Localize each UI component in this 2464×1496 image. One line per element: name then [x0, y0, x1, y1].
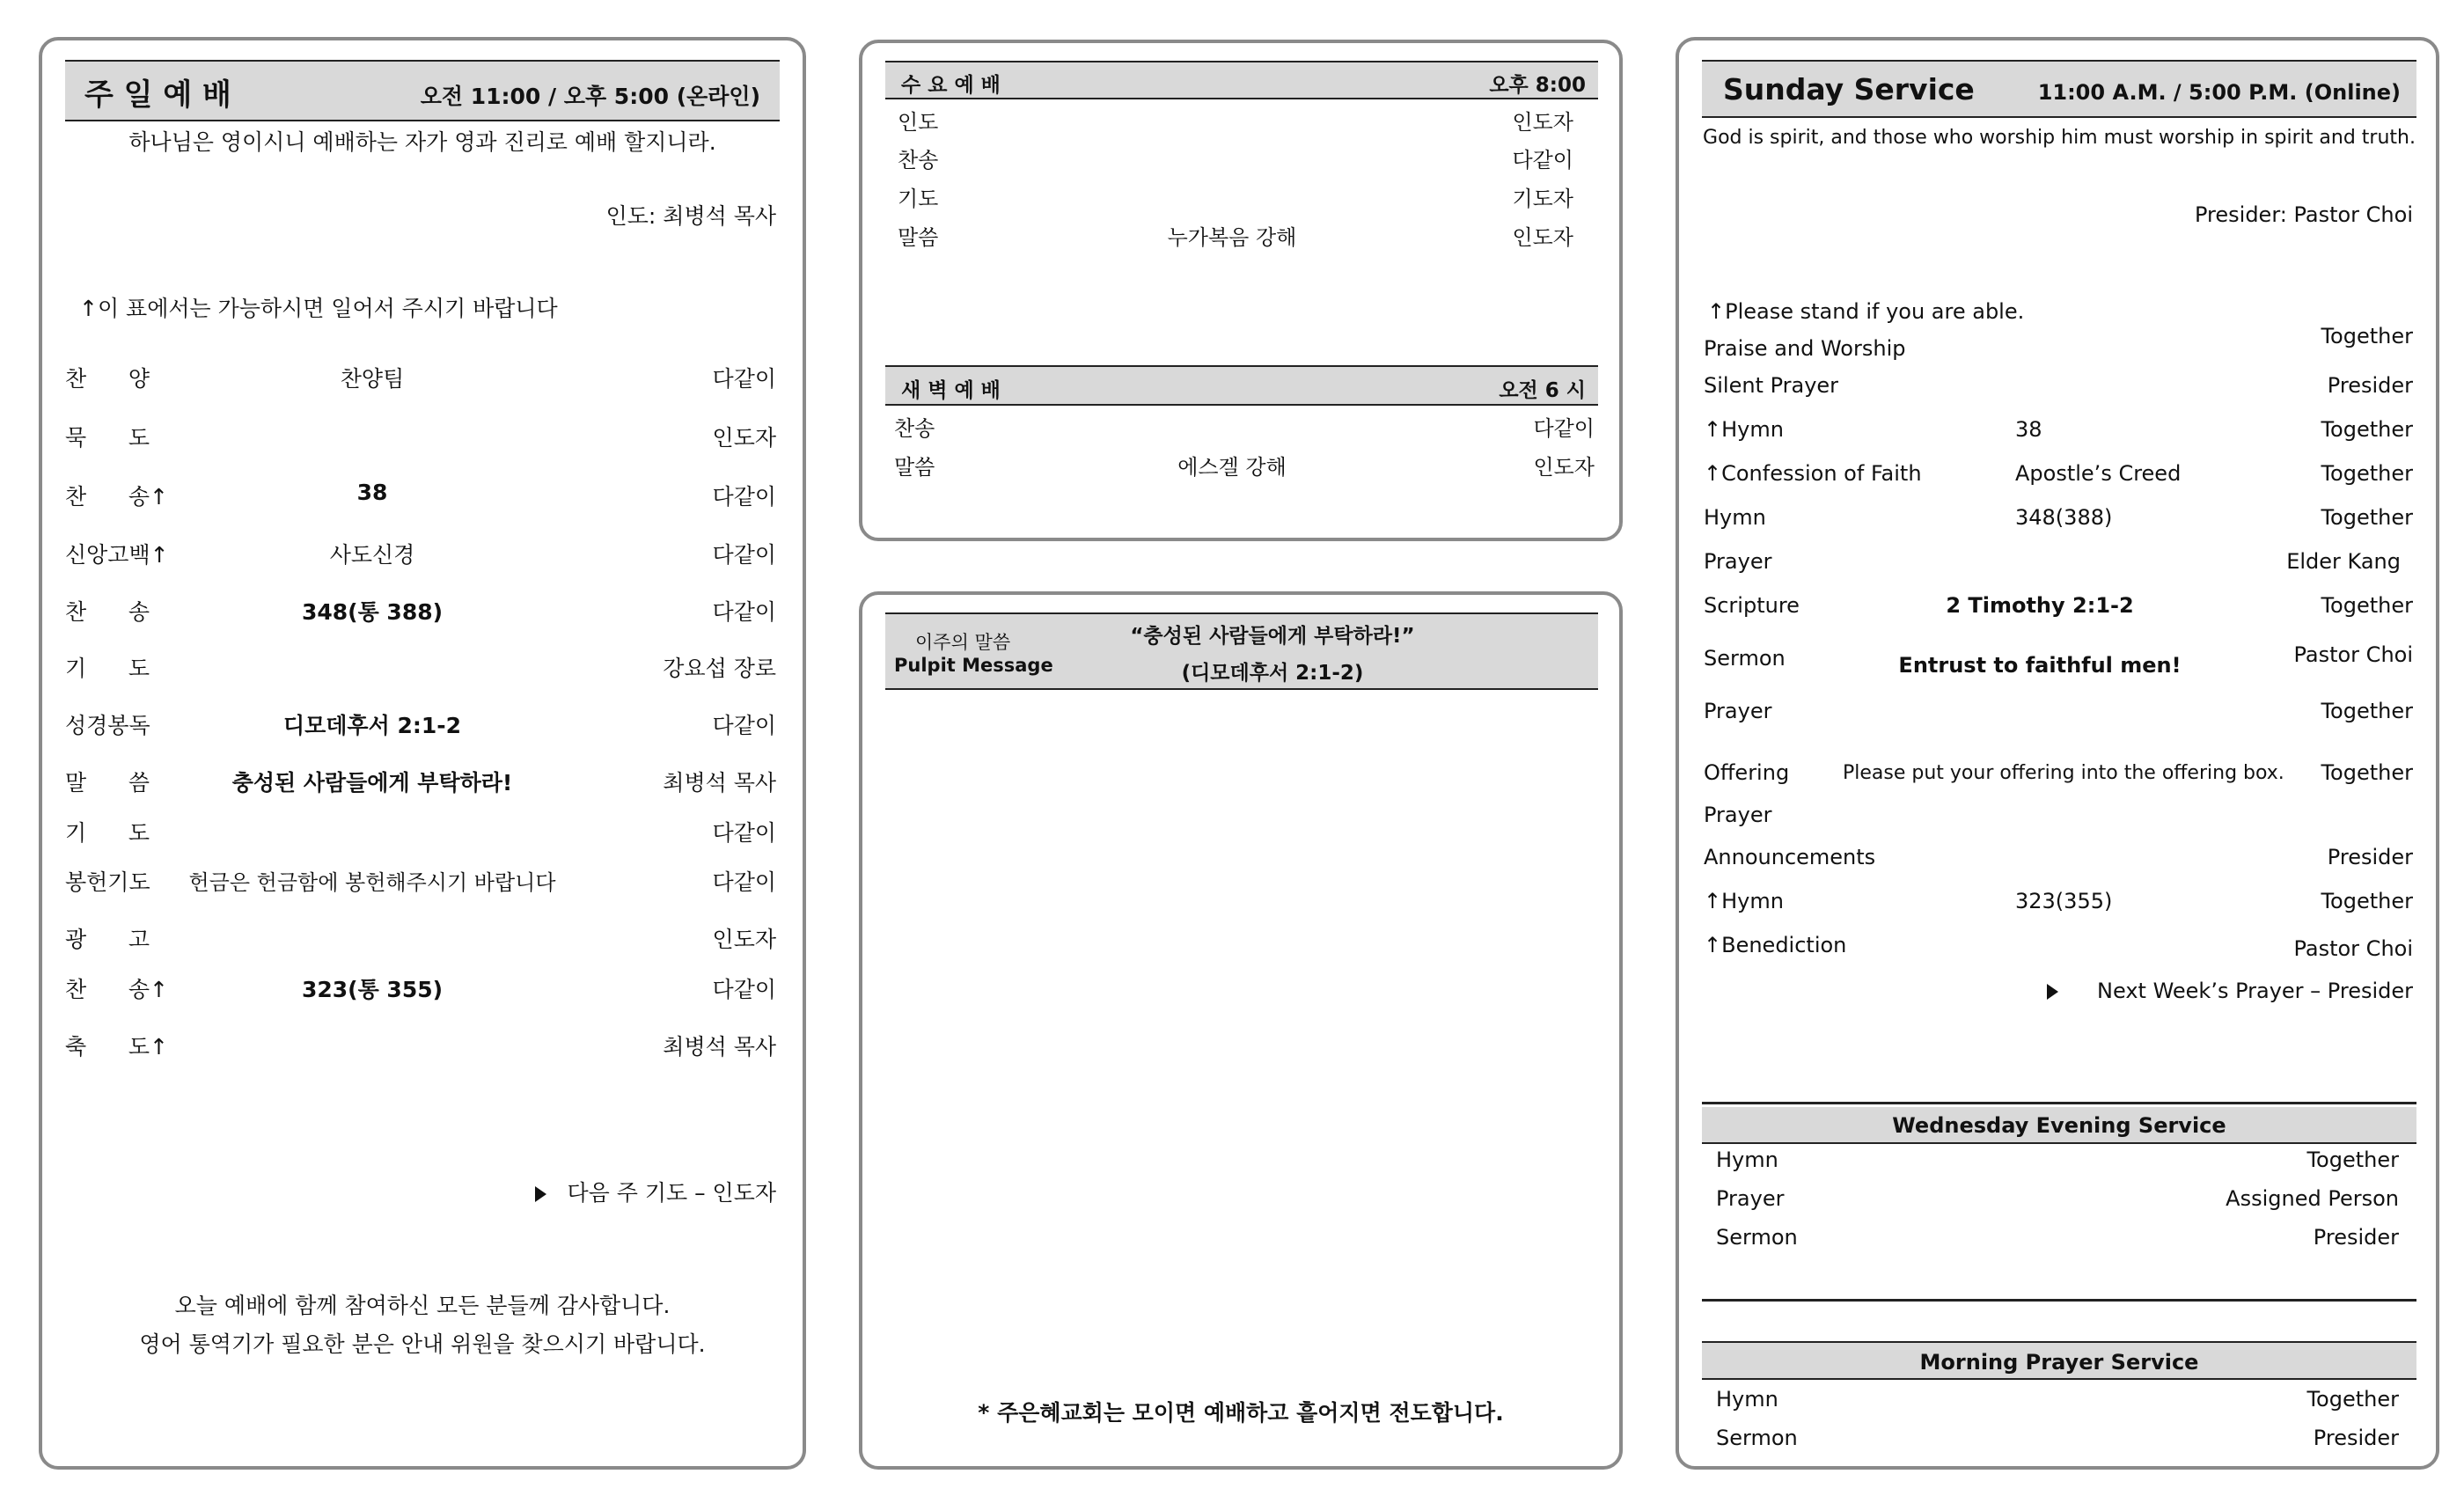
church-motto: * 주은혜교회는 모이면 예배하고 흩어지면 전도합니다. [978, 1400, 1504, 1426]
en-order-part: Prayer [1704, 549, 1772, 574]
en-order-part: Praise and Worship [1704, 336, 1906, 361]
dawn-kr-time: 오전 6 시 [1499, 379, 1586, 402]
en-order-part: ↑Benediction [1704, 933, 1847, 957]
wednesday-en-title: Wednesday Evening Service [1892, 1113, 2226, 1138]
en-order-detail: Entrust to faithful men! [1898, 653, 2182, 678]
korean-sunday-verse: 하나님은 영이시니 예배하는 자가 영과 진리로 예배 할지니라. [128, 129, 716, 155]
english-sunday-presider: Presider: Pastor Choi [2194, 202, 2413, 227]
section-divider [1702, 1299, 2416, 1302]
kr-order-leader: 강요섭 장로 [663, 656, 776, 681]
en-order-leader: Together [2321, 505, 2413, 530]
en-order-leader: Together [2321, 699, 2413, 723]
english-sunday-stand-note: ↑Please stand if you are able. [1707, 299, 2025, 324]
morning-en-title: Morning Prayer Service [1919, 1350, 2199, 1375]
wed-en-part: Prayer [1716, 1186, 1785, 1211]
wed-en-leader: Presider [2313, 1225, 2399, 1250]
kr-order-leader: 다같이 [712, 820, 776, 846]
wed-kr-part: 말씀 [898, 225, 939, 250]
wed-kr-leader: 인도자 [1512, 225, 1573, 250]
kr-order-part: 광 고 [65, 927, 150, 952]
kr-order-leader: 다같이 [712, 713, 776, 738]
wed-en-leader: Together [2306, 1148, 2399, 1172]
en-order-leader: Together [2321, 889, 2413, 913]
en-order-part: Prayer [1704, 803, 1772, 827]
en-order-detail: Please put your offering into the offering box. [1843, 762, 2284, 784]
en-order-leader: Presider [2327, 845, 2413, 869]
korean-sunday-header [65, 60, 780, 121]
wednesday-kr-time: 오후 8:00 [1489, 74, 1586, 97]
kr-order-part: 기 도 [65, 656, 150, 681]
en-order-part: Offering [1704, 760, 1790, 785]
wed-kr-leader: 기도자 [1512, 187, 1573, 211]
kr-order-part: 신앙고백↑ [65, 542, 169, 568]
kr-order-detail: 디모데후서 2:1-2 [282, 713, 461, 738]
dawn-kr-part: 말씀 [894, 455, 935, 480]
morning-en-header [1702, 1341, 2416, 1380]
kr-order-leader: 다같이 [712, 599, 776, 625]
en-order-leader: Pastor Choi [2293, 642, 2413, 667]
pulpit-quote: “충성된 사람들에게 부탁하라!” [1130, 625, 1415, 648]
korean-next-week [535, 1176, 777, 1207]
en-order-detail: 38 [2015, 417, 2042, 442]
kr-order-leader: 다같이 [712, 542, 776, 568]
en-order-part: Silent Prayer [1704, 373, 1839, 398]
en-order-leader: Pastor Choi [2293, 936, 2413, 961]
pulpit-label-en: Pulpit Message [894, 655, 1053, 676]
morning-en-part: Hymn [1716, 1387, 1778, 1412]
english-sunday-time: 11:00 A.M. / 5:00 P.M. (Online) [2037, 80, 2401, 105]
kr-order-part: 찬 송↑ [65, 977, 168, 1002]
kr-order-part: 찬 송↑ [65, 484, 168, 510]
kr-order-leader: 다같이 [712, 869, 776, 895]
korean-sunday-time: 오전 11:00 / 오후 5:00 (온라인) [420, 84, 760, 109]
korean-sunday-title: 주 일 예 배 [84, 77, 231, 113]
dawn-kr-detail: 에스겔 강해 [1177, 455, 1287, 480]
wed-kr-detail: 누가복음 강해 [1167, 225, 1297, 250]
kr-order-detail: 찬양팀 [340, 366, 405, 392]
english-sunday-panel [1676, 37, 2439, 1470]
dawn-kr-part: 찬송 [894, 416, 935, 441]
kr-order-detail: 348(통 388) [301, 599, 444, 625]
en-order-part: ↑Hymn [1704, 889, 1784, 913]
korean-sunday-presider: 인도: 최병석 목사 [605, 203, 776, 229]
pulpit-header [885, 612, 1598, 690]
english-sunday-title: Sunday Service [1723, 72, 1975, 106]
wed-kr-part: 기도 [898, 187, 939, 211]
en-order-part: ↑Confession of Faith [1704, 461, 1922, 486]
kr-order-part: 성경봉독 [65, 713, 150, 738]
pulpit-panel [859, 591, 1623, 1470]
en-order-part: ↑Hymn [1704, 417, 1784, 442]
korean-sunday-stand-note: ↑이 표에서는 가능하시면 일어서 주시기 바랍니다 [79, 296, 558, 321]
en-order-part: Hymn [1704, 505, 1766, 530]
korean-thanks-2: 영어 통역기가 필요한 분은 안내 위원을 찾으시기 바랍니다. [139, 1331, 706, 1357]
en-order-part: Scripture [1704, 593, 1800, 618]
kr-order-leader: 다같이 [712, 977, 776, 1002]
en-order-detail: Apostle’s Creed [2015, 461, 2182, 486]
en-order-part: Prayer [1704, 699, 1772, 723]
en-order-leader: Together [2321, 417, 2413, 442]
kr-order-leader: 인도자 [712, 425, 776, 451]
kr-order-detail: 충성된 사람들에게 부탁하라! [231, 770, 513, 796]
english-sunday-header [1702, 60, 2416, 118]
kr-order-detail: 323(통 355) [301, 977, 444, 1002]
kr-order-part: 말 씀 [65, 770, 150, 796]
kr-order-part: 찬 양 [65, 366, 150, 392]
en-order-leader: Together [2321, 461, 2413, 486]
korean-thanks-1: 오늘 예배에 함께 참여하신 모든 분들께 감사합니다. [174, 1293, 671, 1318]
korean-weekday-panel [859, 40, 1623, 541]
en-order-leader: Together [2321, 324, 2413, 348]
english-sunday-verse: God is spirit, and those who worship him must worship in spirit and truth. [1703, 127, 2416, 149]
korean-sunday-panel [39, 37, 806, 1470]
wed-kr-leader: 다같이 [1512, 148, 1573, 172]
wed-en-leader: Assigned Person [2226, 1186, 2399, 1211]
en-order-leader: Together [2321, 760, 2413, 785]
dawn-kr-leader: 인도자 [1533, 455, 1595, 480]
wednesday-kr-title: 수 요 예 배 [901, 74, 1001, 97]
kr-order-detail: 38 [356, 480, 388, 505]
pulpit-label-kr: 이주의 말씀 [915, 632, 1011, 653]
kr-order-leader: 최병석 목사 [663, 1034, 776, 1060]
kr-order-detail: 헌금은 헌금함에 봉헌해주시기 바랍니다 [188, 870, 556, 895]
kr-order-part: 축 도↑ [65, 1034, 168, 1060]
kr-order-part: 봉헌기도 [65, 869, 150, 895]
wed-kr-part: 인도 [898, 110, 939, 135]
en-order-leader: Together [2321, 593, 2413, 618]
morning-en-part: Sermon [1716, 1426, 1798, 1450]
kr-order-part: 기 도 [65, 820, 150, 846]
kr-order-leader: 인도자 [712, 927, 776, 952]
kr-order-leader: 다같이 [712, 366, 776, 392]
morning-en-leader: Together [2306, 1387, 2399, 1412]
morning-en-leader: Presider [2313, 1426, 2399, 1450]
dawn-kr-header [885, 365, 1598, 406]
kr-order-detail: 사도신경 [329, 542, 415, 568]
en-order-part: Announcements [1704, 845, 1876, 869]
wed-en-part: Sermon [1716, 1225, 1798, 1250]
wednesday-en-top-rule [1702, 1102, 2416, 1104]
kr-order-leader: 최병석 목사 [663, 770, 776, 796]
dawn-kr-leader: 다같이 [1533, 416, 1595, 441]
play-triangle-icon [535, 1186, 546, 1202]
en-order-leader: Presider [2327, 373, 2413, 398]
en-order-detail: 323(355) [2015, 889, 2113, 913]
en-order-detail: 348(388) [2015, 505, 2113, 530]
kr-order-part: 찬 송 [65, 599, 150, 625]
play-triangle-icon [2047, 984, 2058, 1000]
english-next-week-text: Next Week’s Prayer – Presider [2097, 979, 2413, 1003]
wed-en-part: Hymn [1716, 1148, 1778, 1172]
english-next-week [2047, 979, 2413, 1003]
korean-next-week-text: 다음 주 기도 – 인도자 [567, 1180, 776, 1206]
wednesday-en-header [1702, 1107, 2416, 1144]
wed-kr-part: 찬송 [898, 148, 939, 172]
dawn-kr-title: 새 벽 예 배 [901, 379, 1001, 402]
wednesday-kr-header [885, 61, 1598, 99]
wed-kr-leader: 인도자 [1512, 110, 1573, 135]
kr-order-leader: 다같이 [712, 484, 776, 510]
kr-order-part: 묵 도 [65, 425, 150, 451]
en-order-part: Sermon [1704, 646, 1786, 671]
pulpit-ref: (디모데후서 2:1-2) [1181, 662, 1364, 685]
en-order-leader: Elder Kang [2286, 549, 2401, 574]
en-order-detail: 2 Timothy 2:1-2 [1946, 593, 2134, 618]
